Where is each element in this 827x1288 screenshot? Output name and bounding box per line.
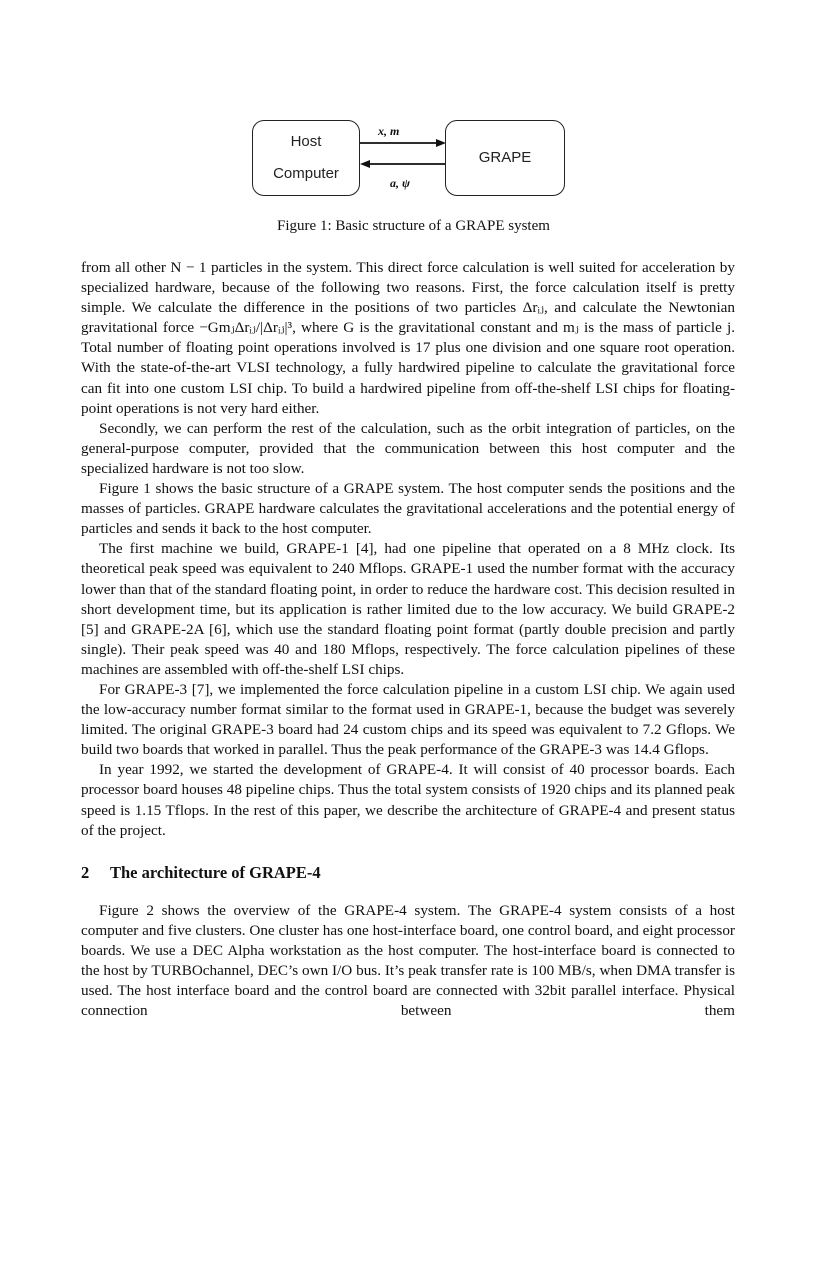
paragraph: The first machine we build, GRAPE-1 [4], had one pipeline that operated on a 8 MHz clock. Its theoretical peak speed was equivalent to 240 Mflops. GRAPE-1 used the number format with the accuracy lower than that of the standard floating point, in order to reduce the hardware cost. This decision resulted in short development time, but its application is rather limited due to the low accuracy. We build GRAPE-2 [5] and GRAPE-2A [6], which use the standard floating point format (partly double precision and partly single). Their peak speed was 40 and 180 Mflops, respectively. The force calculation pipelines of these machines are assembled with off-the-shelf LSI chips. — [81, 540, 735, 678]
section-heading — [81, 863, 735, 883]
host-box-label-line1: Host — [290, 133, 322, 150]
paragraph: Secondly, we can perform the rest of the calculation, such as the orbit integration of particles, on the general-purpose computer, provided that the communication between this host computer and the specialized hardware is not too slow. — [81, 419, 735, 477]
figure-1-diagram — [250, 118, 570, 200]
intro-body — [81, 258, 735, 841]
paragraph: In year 1992, we started the development of GRAPE-4. It will consist of 40 processor boards. Each processor board houses 48 pipeline chips. Thus the total system consists of 1920 chips and its planned peak speed is 1.15 Tflops. In the rest of this paper, we describe the architecture of GRAPE-4 and present status of the project. — [81, 761, 735, 839]
host-box-label-line2: Computer — [273, 165, 339, 182]
paragraph: from all other N − 1 particles in the system. This direct force calculation is well suited for acceleration by specialized hardware, because of the following two reasons. First, the force calculation itself is pretty simple. We calculate the difference in the positions of two particles Δrᵢⱼ, and calculate the Newtonian gravitational force −GmⱼΔrᵢⱼ/|Δrᵢⱼ|³, where G is the gravitational constant and mⱼ is the mass of particle j. Total number of floating point operations involved is 17 plus one division and one square root operation. With the state-of-the-art VLSI technology, a fully hardwired pipeline to calculate the gravitational force can fit into one custom LSI chip. To build a hardwired pipeline from off-the-shelf LSI chips for floating-point operations is not very hard either. — [81, 259, 735, 417]
figure-1-caption: Figure 1: Basic structure of a GRAPE system — [277, 218, 550, 234]
paragraph: Figure 2 shows the overview of the GRAPE-4 system. The GRAPE-4 system consists of a host computer and five clusters. One cluster has one host-interface board, one control board, and eight processor boards. We use a DEC Alpha workstation as the host computer. The host-interface board is connected to the host by TURBOchannel, DEC’s own I/O bus. It’s peak transfer rate is 100 MB/s, when DMA transfer is used. The host interface board and the control board are connected with 32bit parallel interface. Physical connection between them — [81, 901, 735, 1020]
paragraph: For GRAPE-3 [7], we implemented the force calculation pipeline in a custom LSI chip. We again used the low-accuracy number format similar to the format used in GRAPE-1, because the budget was severely limited. The original GRAPE-3 board had 24 custom chips and its speed was equivalent to 7.2 Gflops. We build two boards that worked in parallel. Thus the peak performance of the GRAPE-3 was 14.4 Gflops. — [81, 680, 735, 759]
paragraph: Figure 1 shows the basic structure of a GRAPE system. The host computer sends the positions and the masses of particles. GRAPE hardware calculates the gravitational accelerations and the potential energy of particles and sends it back to the host computer. — [81, 480, 735, 538]
host-computer-box — [252, 120, 360, 196]
section-2-body — [81, 901, 735, 1022]
section-title: The architecture of GRAPE-4 — [110, 862, 321, 882]
arrow-to-host-head — [360, 160, 370, 168]
section-number: 2 — [81, 862, 90, 882]
arrow-to-host-label: a, ψ — [390, 176, 411, 190]
text-flow — [81, 258, 735, 1021]
grape-box: GRAPE — [445, 120, 565, 196]
arrow-to-grape-label: x, m — [378, 124, 400, 138]
